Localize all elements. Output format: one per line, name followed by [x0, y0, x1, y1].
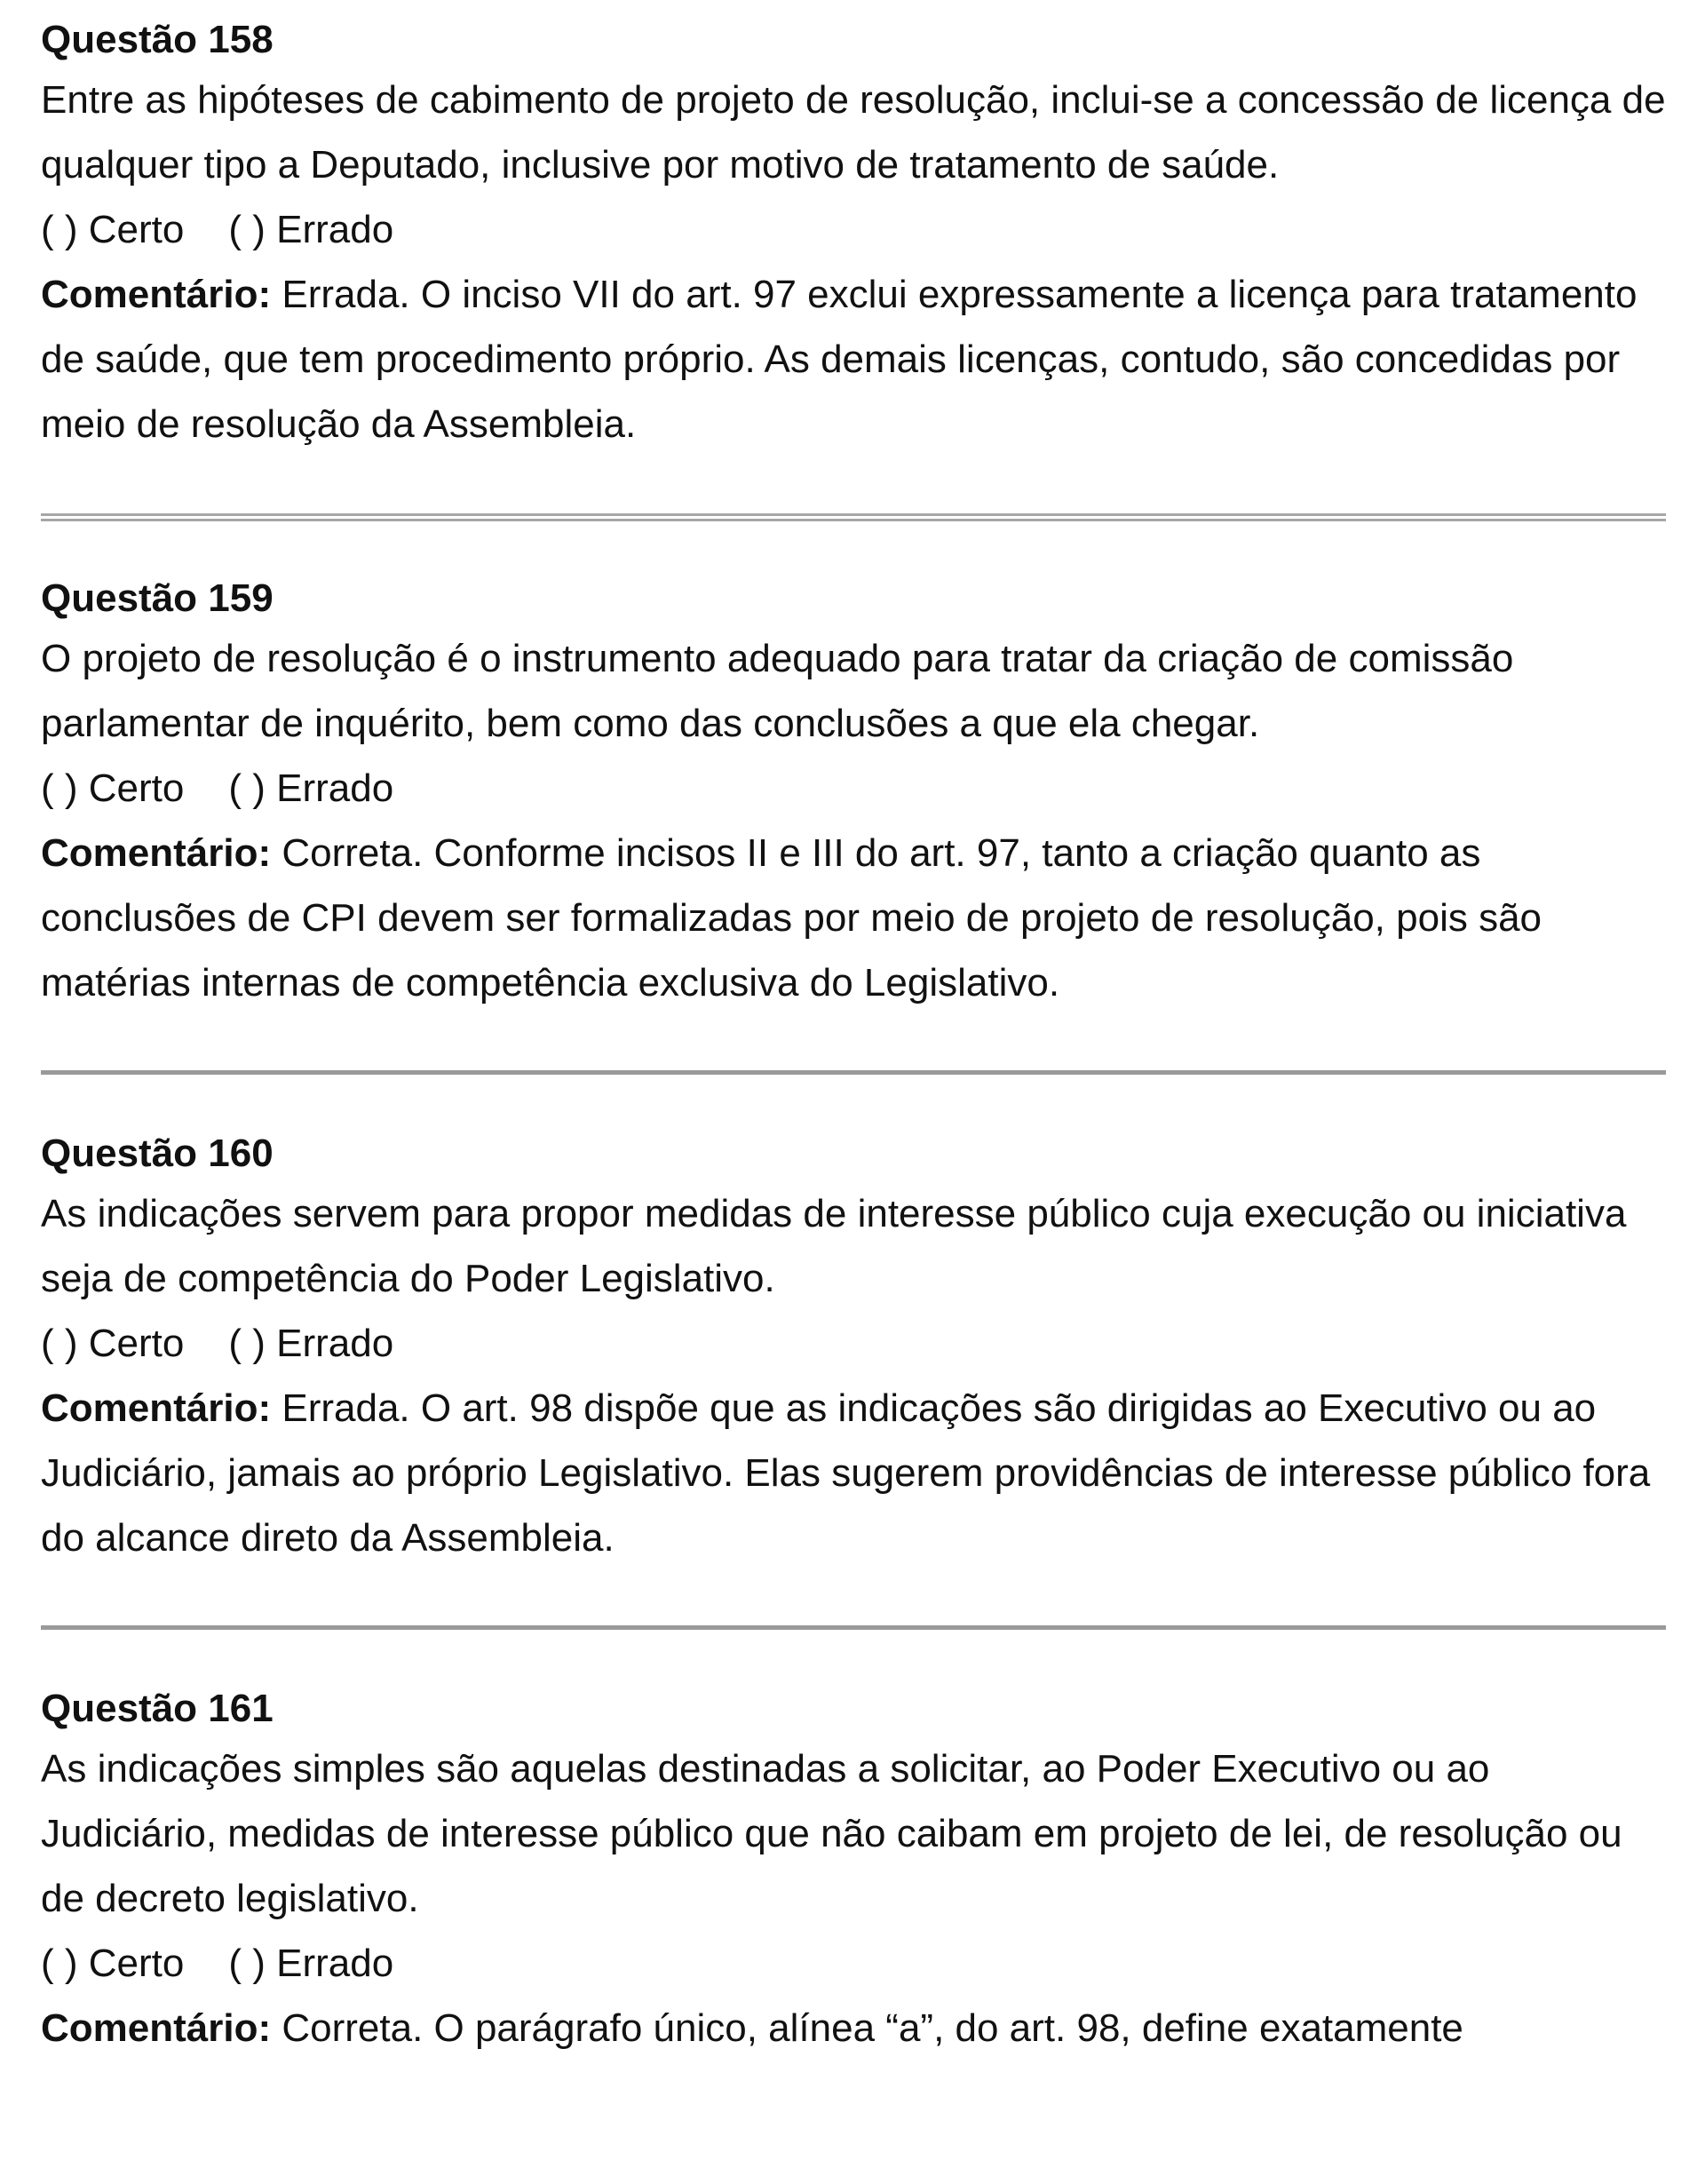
question-comment: [41, 262, 1666, 457]
answer-options: [41, 197, 1666, 262]
option-errado: ( ) Errado: [228, 766, 394, 810]
option-certo: ( ) Certo: [41, 1942, 185, 1985]
section-divider: [41, 1070, 1666, 1075]
option-certo: ( ) Certo: [41, 766, 185, 810]
option-errado: ( ) Errado: [228, 1942, 394, 1985]
option-certo: ( ) Certo: [41, 1322, 185, 1365]
question-161: [41, 1681, 1666, 2061]
option-errado: ( ) Errado: [228, 1322, 394, 1365]
comment-label: Comentário:: [41, 273, 272, 316]
question-title: Questão 159: [41, 576, 274, 620]
question-statement: As indicações servem para propor medidas de interesse público cuja execução ou iniciativa seja de competência do Poder Legislativo.: [41, 1192, 1627, 1300]
comment-label: Comentário:: [41, 1386, 272, 1430]
comment-text: Correta. Conforme incisos II e III do art. 97, tanto a criação quanto as conclusões de CPI devem ser formalizadas por meio de projeto de resolução, pois são matérias internas de competência exclusiva do Legislativo.: [41, 831, 1542, 1005]
question-title: Questão 161: [41, 1687, 274, 1730]
question-159: [41, 571, 1666, 1015]
option-certo: ( ) Certo: [41, 208, 185, 251]
option-errado: ( ) Errado: [228, 208, 394, 251]
section-divider: [41, 1625, 1666, 1630]
question-comment: [41, 1996, 1666, 2061]
answer-options: [41, 1311, 1666, 1376]
comment-label: Comentário:: [41, 2006, 272, 2050]
answer-options: [41, 1931, 1666, 1996]
comment-text: Errada. O inciso VII do art. 97 exclui expressamente a licença para tratamento de saúde, que tem procedimento próprio. As demais licenças, contudo, são concedidas por meio de resolução da Assembleia.: [41, 273, 1638, 446]
question-158: [41, 12, 1666, 457]
question-statement: Entre as hipóteses de cabimento de projeto de resolução, inclui-se a concessão de licença de qualquer tipo a Deputado, inclusive por motivo de tratamento de saúde.: [41, 78, 1666, 187]
question-comment: [41, 1376, 1666, 1570]
question-statement: As indicações simples são aquelas destinadas a solicitar, ao Poder Executivo ou ao Judiciário, medidas de interesse público que não caibam em projeto de lei, de resolução ou de decreto legislativo.: [41, 1747, 1622, 1920]
document-page: [41, 12, 1666, 2061]
comment-text: Correta. O parágrafo único, alínea “a”, do art. 98, define exatamente: [271, 2006, 1463, 2050]
question-comment: [41, 821, 1666, 1015]
answer-options: [41, 756, 1666, 821]
question-title: Questão 158: [41, 18, 274, 61]
question-160: [41, 1126, 1666, 1570]
comment-text: Errada. O art. 98 dispõe que as indicações são dirigidas ao Executivo ou ao Judiciário, jamais ao próprio Legislativo. Elas sugerem providências de interesse público fora do alcance direto da Assembleia.: [41, 1386, 1651, 1560]
section-divider: [41, 513, 1666, 521]
question-title: Questão 160: [41, 1132, 274, 1175]
question-statement: O projeto de resolução é o instrumento adequado para tratar da criação de comissão parlamentar de inquérito, bem como das conclusões a que ela chegar.: [41, 637, 1514, 745]
comment-label: Comentário:: [41, 831, 272, 875]
